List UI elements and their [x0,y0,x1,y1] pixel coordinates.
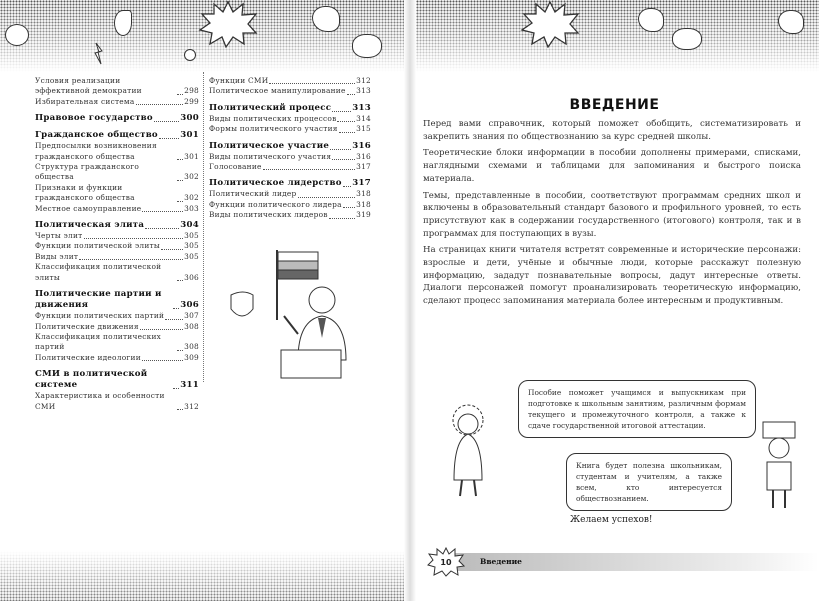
toc-entry-title: Правовое государство [35,113,153,124]
toc-entry [35,391,199,412]
toc-entry-title: Функции политической элиты [35,241,160,251]
toc-entry-title: Условия реализации эффективной демократии [35,76,142,96]
dot-leader [332,159,355,160]
toc-entry-page: 318 [356,199,371,209]
dot-leader [154,121,179,122]
circle-doodle [184,49,196,61]
toc-entry [35,252,199,262]
toc-entry [35,76,199,97]
dot-leader [177,201,183,202]
toc-entry-page: 316 [352,140,371,151]
dot-leader [140,329,183,330]
toc-entry [209,162,371,172]
toc-entry-title: Политический процесс [209,102,332,113]
halftone-header [410,0,819,72]
dot-leader [159,138,179,139]
toc-entry-page: 305 [184,231,199,241]
lightning-icon [93,42,105,66]
running-footer: Введение [480,557,522,566]
dot-leader [161,249,183,250]
toc-entry [35,113,199,124]
toc-entry-title: Классификация политической элиты [35,262,162,282]
toc-column-2 [209,76,371,221]
column-separator [203,72,204,382]
heart-doodle [638,8,664,32]
toc-entry [35,183,199,204]
toc-entry-title: Голосование [209,162,262,172]
dot-leader [84,238,184,239]
right-page [410,0,819,601]
dot-leader [177,159,183,160]
toc-entry-page: 318 [356,189,371,199]
toc-entry-page: 302 [184,172,199,182]
dot-leader [177,180,183,181]
toc-entry [35,311,199,321]
toc-entry-page: 306 [184,272,199,282]
toc-entry-title: Структура гражданского общества [35,162,140,182]
toc-entry-page: 301 [184,151,199,161]
toc-entry [35,204,199,214]
toc-entry [209,103,371,114]
toc-entry-title: Виды элит [35,251,79,261]
toc-entry-title: Черты элит [35,231,83,241]
toc-entry [35,97,199,107]
dot-leader [263,169,356,170]
dot-leader [343,186,352,187]
toc-entry-title: Формы политического участия [209,124,338,134]
burst-doodle [198,0,258,48]
toc-entry-page: 308 [184,321,199,331]
dot-leader [173,388,179,389]
toc-entry-page: 307 [184,311,199,321]
toc-entry-page: 300 [180,113,199,124]
toc-entry [35,332,199,353]
toc-entry [209,210,371,220]
toc-entry-title: Гражданское общество [35,130,158,141]
toc-entry-page: 312 [184,401,199,411]
toc-entry [209,200,371,210]
toc-entry [35,262,199,283]
toc-entry [209,86,371,96]
dot-leader [347,94,356,95]
toc-entry-page: 317 [352,178,371,189]
toc-entry-page: 301 [180,130,199,141]
paragraph: Темы, представленные в пособии, соответствуют программам средних школ и включены в образовательный стандарт базового и профильного уровней, то есть присутствуют как в содержании государственного (итогового) контроля, так и в программах для поступающих в вузы. [423,190,801,239]
toc-entry [35,369,199,391]
toc-entry [209,152,371,162]
toc-entry-title: Классификация политических партий [35,331,162,352]
halftone-footer [0,551,410,601]
book-gutter [404,0,416,601]
cloud-doodle [672,28,702,50]
paragraph: На страницах книги читателя встретят современные и исторические персонажи: взрослые и дети, учёные и обычные люди, которые расскажут полезную информацию, зададут познавательные вопросы, дадут интересные ответы. Диалоги персонажей помогут проанализировать теоретическую информацию, сделают процесс запоминания материала более интересным и продуктивным. [423,245,801,307]
toc-entry-title: Политическое манипулирование [209,86,346,96]
dot-leader [177,350,183,351]
dot-leader [177,280,183,281]
toc-entry-title: Признаки и функции гражданского общества [35,182,135,203]
toc-entry-page: 314 [356,113,371,123]
dot-leader [145,228,179,229]
speech-bubble-student: Книга будет полезна школьникам, студентам и учителям, а также всем, кто интересуется обществознанием. [566,453,732,511]
toc-entry [35,322,199,332]
toc-entry-title: Политическая элита [35,220,145,231]
toc-entry [35,231,199,241]
dot-leader [339,132,355,133]
toc-entry-page: 319 [356,210,371,220]
dot-leader [329,218,355,219]
closing-text: Желаем успехов! [570,515,653,525]
paragraph: Перед вами справочник, который поможет обобщить, систематизировать и закрепить знания по обществознанию за курс средней школы. [423,119,801,142]
toc-entry-page: 302 [184,193,199,203]
scientist-illustration [438,400,498,500]
dot-leader [343,207,355,208]
toc-entry-title: Виды политических лидеров [209,210,328,220]
toc-entry-title: Политическое участие [209,140,330,151]
toc-entry-page: 312 [356,76,371,85]
intro-text [423,118,801,312]
dot-leader [142,211,183,212]
dot-leader [269,83,355,84]
dot-leader [298,197,356,198]
dot-leader [136,104,184,105]
toc-entry-page: 299 [184,96,199,106]
toc-entry-title: Политическое лидерство [209,178,342,189]
toc-entry-title: Виды политических процессов [209,113,337,123]
dot-leader [79,259,183,260]
toc-entry-page: 303 [184,203,199,213]
dot-leader [142,360,183,361]
dot-leader [173,308,179,309]
page-title: ВВЕДЕНИЕ [569,97,660,113]
toc-entry-title: Местное самоуправление [35,203,142,213]
toc-entry-page: 305 [184,251,199,261]
toc-entry-page: 304 [180,220,199,231]
toc-entry-page: 311 [180,380,199,391]
toc-entry-page: 306 [180,300,199,311]
speech-bubble-scientist: Пособие поможет учащимся и выпускникам при подготовке к школьным занятиям, различным формам текущего и промежуточного контроля, а также к сдаче государственной итоговой аттестации. [518,380,756,438]
toc-column-1 [35,76,199,412]
toc-entry-title: Характеристика и особенности СМИ [35,391,165,411]
toc-entry [35,162,199,183]
toc-entry-title: Функции СМИ [209,76,269,85]
dot-leader [177,94,183,95]
dot-leader [330,149,351,150]
toc-entry [209,76,371,86]
paragraph: Теоретические блоки информации в пособии дополнены примерами, списками, наглядными схемами и таблицами для запоминания и быстрого поиска материала. [423,148,801,184]
dot-leader [337,121,355,122]
drop-doodle [114,10,132,36]
toc-entry-title: Политические движения [35,321,139,331]
toc-entry-title: Функции политических партий [35,311,165,321]
toc-entry-page: 315 [356,124,371,134]
dot-leader [332,111,351,112]
toc-entry [35,289,199,311]
circle-doodle [5,24,29,46]
toc-entry [35,353,199,363]
toc-entry-page: 317 [356,162,371,172]
toc-entry-title: Предпосылки возникновения гражданского общества [35,141,157,161]
heart-doodle [778,10,804,34]
politician-illustration [226,250,371,380]
toc-entry-page: 298 [184,86,199,96]
toc-entry [35,241,199,251]
burst-doodle [520,0,580,48]
toc-entry [209,189,371,199]
toc-entry-title: Политический лидер [209,189,297,199]
toc-entry-title: Политические партии и движения [35,289,162,311]
toc-entry-title: Функции политического лидера [209,199,342,209]
toc-entry [209,114,371,124]
toc-entry [35,130,199,141]
toc-entry-title: СМИ в политической системе [35,369,148,391]
page-number: 10 [427,547,465,577]
toc-entry-title: Избирательная система [35,96,135,106]
toc-entry-page: 309 [184,352,199,362]
toc-entry [209,141,371,152]
cloud-doodle [352,34,382,58]
toc-entry-page: 316 [356,151,371,161]
dot-leader [177,409,183,410]
toc-entry [35,141,199,162]
toc-entry-title: Политические идеологии [35,352,141,362]
toc-entry-page: 313 [356,86,371,96]
toc-entry-page: 305 [184,241,199,251]
toc-entry-page: 313 [352,102,371,113]
dot-leader [165,319,183,320]
student-illustration [755,420,805,510]
toc-entry [35,220,199,231]
toc-entry [209,178,371,189]
toc-entry [209,124,371,134]
toc-entry-title: Виды политического участия [209,151,332,161]
toc-entry-page: 308 [184,342,199,352]
heart-doodle [312,6,340,32]
